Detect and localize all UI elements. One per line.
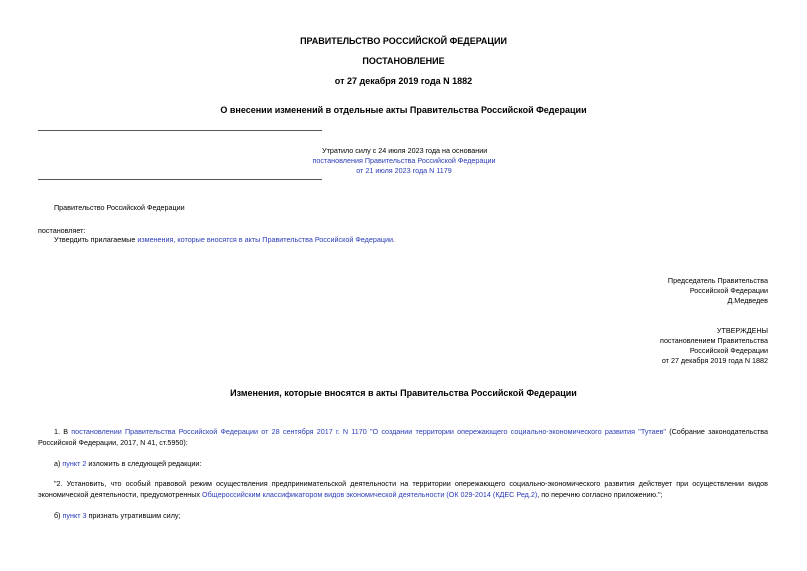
approved-date: от 27 декабря 2019 года N 1882	[661, 356, 768, 365]
repeal-decree-date-link[interactable]: от 21 июля 2023 года N 1179	[356, 166, 452, 175]
decree-1170-link[interactable]: постановлении Правительства Российской Федерации от 28 сентября 2017 г. N 1170 "О создании территории опережающего социально-экономического развития "Тутаев"	[71, 427, 666, 436]
approved-label: УТВЕРЖДЕНЫ	[716, 326, 768, 335]
divider-bottom	[38, 179, 322, 180]
divider-top	[38, 130, 322, 131]
changes-title: Изменения, которые вносятся в акты Правительства Российской Федерации	[230, 388, 577, 398]
repeal-decree-link[interactable]: постановления Правительства Российской Федерации	[312, 156, 496, 165]
decrees-text: постановляет:	[38, 226, 86, 235]
changes-item-b	[54, 511, 180, 520]
government-text: Правительство Российской Федерации	[54, 203, 185, 212]
signature-name: Д.Медведев	[727, 296, 768, 305]
approved-country: Российской Федерации	[689, 346, 768, 355]
point-3-link[interactable]: пункт 3	[62, 511, 87, 520]
quote-prefix: "2. Установить, что особый правовой режим осуществления предпринимательской деятельности на территории опережающего социально-экономического развития действует при осуществлении видов экономической деятельности, предусмотренных	[38, 479, 768, 499]
point-2-link[interactable]: пункт 2	[62, 459, 87, 468]
item-1-prefix: 1. В	[54, 427, 72, 436]
quoted-point-2	[38, 478, 768, 500]
item-b-suffix: признать утратившим силу;	[86, 511, 181, 520]
signature-country: Российской Федерации	[689, 286, 768, 295]
status-note-text: Утратило силу с 24 июля 2023 года на основании	[322, 146, 488, 155]
issuer-heading: ПРАВИТЕЛЬСТВО РОССИЙСКОЙ ФЕДЕРАЦИИ	[300, 36, 507, 46]
changes-item-1	[38, 426, 768, 448]
approved-by: постановлением Правительства	[660, 336, 768, 345]
item-a-suffix: изложить в следующей редакции:	[86, 459, 202, 468]
okved-classifier-link[interactable]: Общероссийским классификатором видов экономической деятельности (ОК 029-2014 (КДЕС Ред.2)	[202, 490, 538, 499]
item-a-prefix: а)	[54, 459, 63, 468]
quote-suffix: , по перечню согласно приложению.";	[537, 490, 663, 499]
signature-position: Председатель Правительства	[667, 276, 768, 285]
approve-text: Утвердить прилагаемые	[54, 235, 138, 244]
document-title: О внесении изменений в отдельные акты Правительства Российской Федерации	[220, 105, 587, 115]
document-type: ПОСТАНОВЛЕНИЕ	[362, 56, 445, 66]
item-1-suffix: (Собрание законодательства Российской Федерации, 2017, N 41, ст.5950):	[38, 427, 768, 447]
approve-suffix: .	[392, 235, 395, 244]
approve-paragraph	[54, 235, 395, 244]
changes-link[interactable]: изменения, которые вносятся в акты Правительства Российской Федерации	[137, 235, 393, 244]
item-b-prefix: б)	[54, 511, 63, 520]
changes-item-a	[54, 459, 201, 468]
document-date-number: от 27 декабря 2019 года N 1882	[334, 76, 473, 86]
